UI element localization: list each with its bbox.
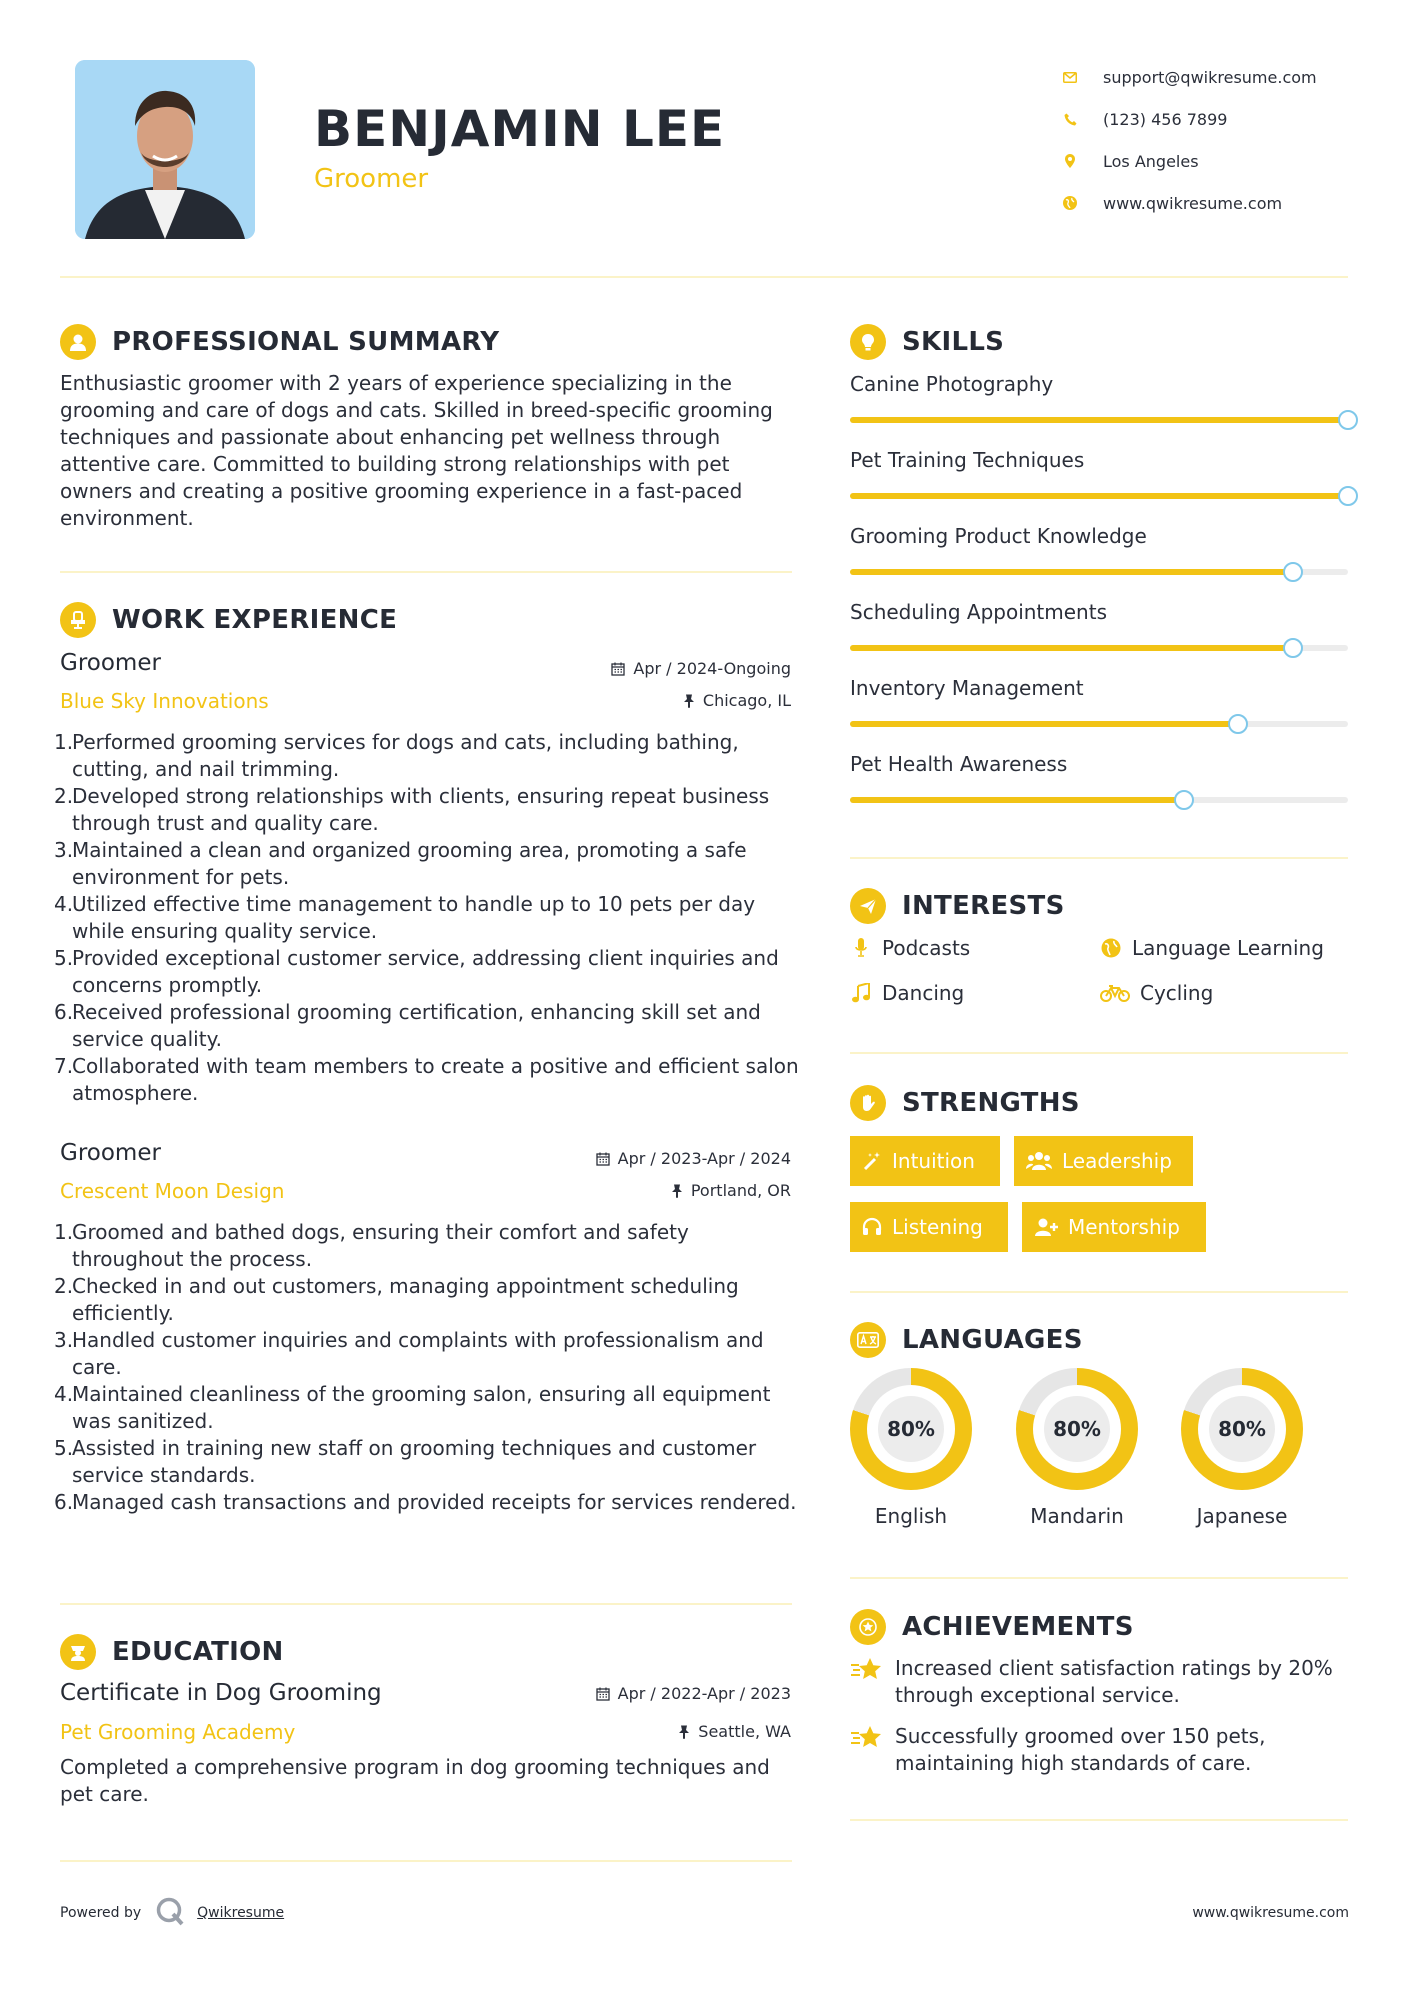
interest-podcasts (850, 936, 970, 960)
summary-text: Enthusiastic groomer with 2 years of experience specializing in the grooming and care of dogs and cats. Skilled in breed-specific grooming techniques and passionate about enhancing pet wellness through attentive care. Committed to building strong relationships with pet owners and creating a positive grooming experience in a fast-paced environment. (60, 371, 773, 530)
skill-name: Inventory Management (850, 676, 1084, 700)
contact-website[interactable] (1052, 182, 1317, 224)
education-title: EDUCATION (112, 1637, 284, 1667)
achievements-heading (850, 1609, 1134, 1645)
skill-name: Pet Health Awareness (850, 752, 1068, 776)
languages-divider (850, 1577, 1348, 1579)
education-location-text: Seattle, WA (698, 1722, 791, 1741)
skill-bar-knob (1283, 638, 1303, 658)
language-ring (1016, 1368, 1138, 1490)
work-divider (60, 1603, 792, 1605)
strength-leadership (1014, 1136, 1193, 1186)
pushpin-icon (683, 694, 695, 708)
job-2-company: Crescent Moon Design (60, 1179, 285, 1203)
qwikresume-logo-icon (155, 1896, 185, 1930)
strengths-title: STRENGTHS (902, 1088, 1080, 1118)
language-percent: 80% (1044, 1396, 1110, 1462)
skill-bar (850, 797, 1348, 803)
job-2-location-text: Portland, OR (690, 1181, 791, 1200)
candidate-name: BENJAMIN LEE (314, 100, 726, 158)
pushpin-icon (678, 1725, 690, 1739)
strengths-divider (850, 1291, 1348, 1293)
candidate-title: Groomer (314, 164, 429, 194)
job-2-location (671, 1181, 791, 1200)
skill-bar-knob (1338, 486, 1358, 506)
list-item: 5. Provided exceptional customer service, addressing client inquiries and concerns promptly. (54, 946, 779, 997)
star-icon (850, 1655, 886, 1709)
list-item: 4. Maintained cleanliness of the grooming salon, ensuring all equipment was sanitized. (54, 1382, 771, 1433)
skill-name: Canine Photography (850, 372, 1054, 396)
job-1-dates (611, 659, 791, 678)
language-ring (1181, 1368, 1303, 1490)
map-pin-icon (1052, 154, 1088, 168)
summary-title: PROFESSIONAL SUMMARY (112, 327, 500, 357)
skill-bar-fill (850, 417, 1348, 423)
language-percent: 80% (1209, 1396, 1275, 1462)
job-1-dates-text: Apr / 2024-Ongoing (633, 659, 791, 678)
powered-by-text: Powered by (60, 1905, 142, 1921)
job-2-title: Groomer (60, 1140, 161, 1166)
contact-location (1052, 140, 1317, 182)
language-mandarin (1016, 1368, 1138, 1528)
achievement-item (850, 1655, 1350, 1709)
briefcase-icon (60, 602, 96, 638)
education-divider (60, 1860, 792, 1862)
education-dates (596, 1684, 791, 1703)
education-text: Completed a comprehensive program in dog grooming techniques and pet care. (60, 1755, 770, 1806)
job-1-title: Groomer (60, 650, 161, 676)
language-japanese (1181, 1368, 1303, 1528)
skill-bar-knob (1228, 714, 1248, 734)
list-item: 3. Handled customer inquiries and complaints with professionalism and care. (54, 1328, 764, 1379)
skill-bar-fill (850, 569, 1293, 575)
education-heading (60, 1634, 284, 1670)
contact-website-text: www.qwikresume.com (1103, 193, 1283, 213)
interest-label: Podcasts (882, 936, 971, 960)
calendar-icon (596, 1152, 610, 1166)
user-icon (60, 324, 96, 360)
language-name: Japanese (1196, 1504, 1288, 1528)
language-percent: 80% (878, 1396, 944, 1462)
qwikresume-link[interactable]: Qwikresume (197, 1905, 285, 1921)
skill-name: Scheduling Appointments (850, 600, 1107, 624)
interests-divider (850, 1052, 1348, 1054)
interest-label: Language Learning (1132, 936, 1324, 960)
education-degree: Certificate in Dog Grooming (60, 1680, 382, 1706)
skill-bar (850, 721, 1348, 727)
work-title: WORK EXPERIENCE (112, 605, 398, 635)
contact-phone-text: (123) 456 7899 (1103, 109, 1228, 129)
calendar-icon (596, 1687, 610, 1701)
skill-bar (850, 493, 1348, 499)
list-item: 2. Checked in and out customers, managing appointment scheduling efficiently. (54, 1274, 739, 1325)
interests-heading (850, 888, 1065, 924)
summary-heading (60, 324, 499, 360)
job-1-duties (54, 729, 799, 1107)
job-2-dates (596, 1149, 791, 1168)
globe-icon (1100, 938, 1122, 958)
skill-bar (850, 645, 1348, 651)
achievement-text: Increased client satisfaction ratings by 20% through exceptional service. (895, 1656, 1333, 1707)
work-heading (60, 602, 397, 638)
languages-heading (850, 1322, 1083, 1358)
users-icon (1026, 1151, 1052, 1171)
skill-bar-fill (850, 797, 1184, 803)
contact-block (1052, 56, 1317, 224)
contact-email-text: support@qwikresume.com (1103, 67, 1317, 87)
contact-email[interactable] (1052, 56, 1317, 98)
bicycle-icon (1100, 984, 1130, 1002)
list-item: 4. Utilized effective time management to handle up to 10 pets per day while ensuring quality service. (54, 892, 756, 943)
strengths-heading (850, 1085, 1080, 1121)
job-2-duties (54, 1219, 799, 1516)
achievement-text: Successfully groomed over 150 pets, maintaining high standards of care. (895, 1724, 1266, 1775)
list-item: 5. Assisted in training new staff on grooming techniques and customer service standards. (54, 1436, 757, 1487)
footer-powered-by (60, 1896, 284, 1930)
strength-label: Listening (892, 1215, 983, 1239)
strength-listening (850, 1202, 1008, 1252)
interest-label: Cycling (1140, 981, 1214, 1005)
graduation-icon (60, 1634, 96, 1670)
achievement-item (850, 1723, 1350, 1777)
user-plus-icon (1034, 1217, 1058, 1237)
skill-bar-knob (1174, 790, 1194, 810)
skill-bar-fill (850, 721, 1238, 727)
list-item: 7. Collaborated with team members to create a positive and efficient salon atmosphere. (54, 1054, 799, 1105)
job-1-location (683, 691, 791, 710)
strength-label: Leadership (1062, 1149, 1172, 1173)
list-item: 1. Performed grooming services for dogs and cats, including bathing, cutting, and nail trimming. (54, 730, 739, 781)
education-school: Pet Grooming Academy (60, 1720, 296, 1744)
lightbulb-icon (850, 324, 886, 360)
footer-website[interactable]: www.qwikresume.com (1192, 1905, 1349, 1921)
language-name: Mandarin (1030, 1504, 1124, 1528)
language-english (850, 1368, 972, 1528)
skill-name: Grooming Product Knowledge (850, 524, 1147, 548)
paper-plane-icon (850, 888, 886, 924)
job-2-dates-text: Apr / 2023-Apr / 2024 (617, 1149, 791, 1168)
skill-bar-fill (850, 493, 1348, 499)
language-icon (850, 1322, 886, 1358)
interest-dancing (850, 981, 964, 1005)
contact-location-text: Los Angeles (1103, 151, 1199, 171)
medal-icon (850, 1609, 886, 1645)
skill-bar-fill (850, 645, 1293, 651)
interest-language-learning (1100, 936, 1324, 960)
language-ring (850, 1368, 972, 1490)
globe-icon (1052, 196, 1088, 210)
magic-wand-icon (862, 1151, 882, 1171)
list-item: 2. Developed strong relationships with clients, ensuring repeat business through trust and quality care. (54, 784, 770, 835)
languages-title: LANGUAGES (902, 1325, 1083, 1355)
language-name: English (874, 1504, 948, 1528)
education-dates-text: Apr / 2022-Apr / 2023 (617, 1684, 791, 1703)
headphones-icon (862, 1217, 882, 1237)
skills-title: SKILLS (902, 327, 1005, 357)
skill-bar (850, 569, 1348, 575)
profile-photo (75, 60, 255, 239)
interest-label: Dancing (882, 981, 965, 1005)
skill-bar-knob (1338, 410, 1358, 430)
interest-cycling (1100, 981, 1213, 1005)
list-item: 6. Received professional grooming certification, enhancing skill set and service quality. (54, 1000, 761, 1051)
interests-title: INTERESTS (902, 891, 1065, 921)
education-location (678, 1722, 791, 1741)
skill-bar (850, 417, 1348, 423)
list-item: 3. Maintained a clean and organized grooming area, promoting a safe environment for pets. (54, 838, 747, 889)
contact-phone[interactable] (1052, 98, 1317, 140)
list-item: 1. Groomed and bathed dogs, ensuring their comfort and safety throughout the process. (54, 1220, 689, 1271)
header-divider (60, 276, 1348, 278)
music-icon (850, 983, 872, 1003)
microphone-icon (850, 938, 872, 958)
job-1-company: Blue Sky Innovations (60, 689, 269, 713)
skill-bar-knob (1283, 562, 1303, 582)
list-item: 6. Managed cash transactions and provided receipts for services rendered. (54, 1490, 797, 1514)
strength-label: Intuition (892, 1149, 975, 1173)
envelope-icon (1052, 72, 1088, 83)
skills-divider (850, 857, 1348, 859)
pushpin-icon (671, 1184, 683, 1198)
achievements-title: ACHIEVEMENTS (902, 1612, 1134, 1642)
star-icon (850, 1723, 886, 1777)
strength-label: Mentorship (1068, 1215, 1180, 1239)
calendar-icon (611, 662, 625, 676)
job-1-location-text: Chicago, IL (702, 691, 791, 710)
skills-heading (850, 324, 1004, 360)
achievements-divider (850, 1819, 1348, 1821)
strength-intuition (850, 1136, 1000, 1186)
skill-name: Pet Training Techniques (850, 448, 1085, 472)
hand-icon (850, 1085, 886, 1121)
phone-icon (1052, 113, 1088, 126)
strength-mentorship (1022, 1202, 1206, 1252)
summary-divider (60, 571, 792, 573)
